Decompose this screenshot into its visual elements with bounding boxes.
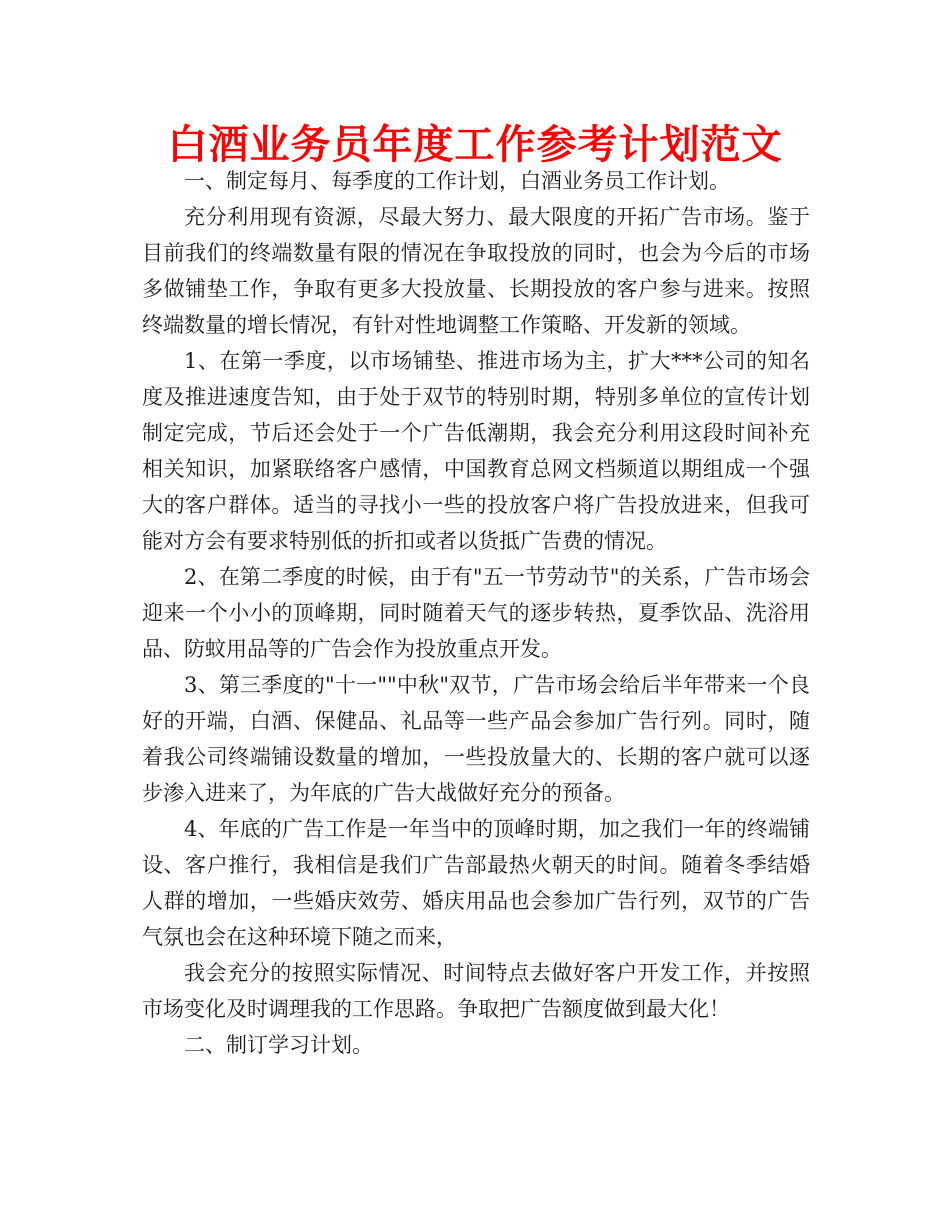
paragraph-section-one-heading: 一、制定每月、每季度的工作计划，白酒业务员工作计划。 — [184, 169, 730, 193]
paragraph-year-end: 4、年底的广告工作是一年当中的顶峰时期，加之我们一年的终端铺设、客户推行，我相信是我们广告部最热火朝天的时间。随着冬季结婚人群的增加，一些婚庆效劳、婚庆用品也会参加广告行列，双节的广告气氛也会在这种环境下随之而来， — [142, 817, 810, 949]
paragraph-second-quarter: 2、在第二季度的时候，由于有"五一节劳动节"的关系，广告市场会迎来一个小小的顶峰期，同时随着天气的逐步转热，夏季饮品、洗浴用品、防蚊用品等的广告会作为投放重点开发。 — [142, 565, 810, 661]
document-body — [142, 163, 810, 1063]
paragraph-third-quarter: 3、第三季度的"十一""中秋"双节，广告市场会给后半年带来一个良好的开端，白酒、保健品、礼品等一些产品会参加广告行列。同时，随着我公司终端铺设数量的增加，一些投放量大的、长期的客户就可以逐步渗入进来了，为年底的广告大战做好充分的预备。 — [142, 673, 810, 805]
document-title: 白酒业务员年度工作参考计划范文 — [167, 122, 783, 168]
paragraph-resources: 充分利用现有资源，尽最大努力、最大限度的开拓广告市场。鉴于目前我们的终端数量有限的情况在争取投放的同时，也会为今后的市场多做铺垫工作，争取有更多大投放量、长期投放的客户参与进来。按照终端数量的增长情况，有针对性地调整工作策略、开发新的领域。 — [142, 205, 810, 337]
paragraph-first-quarter: 1、在第一季度，以市场铺垫、推进市场为主，扩大***公司的知名度及推进速度告知，由于处于双节的特别时期，特别多单位的宣传计划制定完成，节后还会处于一个广告低潮期，我会充分利用这段时间补充相关知识，加紧联络客户感情，中国教育总网文档频道以期组成一个强大的客户群体。适当的寻找小一些的投放客户将广告投放进来，但我可能对方会有要求特别低的折扣或者以货抵广告费的情况。 — [142, 349, 810, 553]
paragraph-summary: 我会充分的按照实际情况、时间特点去做好客户开发工作，并按照市场变化及时调理我的工作思路。争取把广告额度做到最大化！ — [142, 961, 810, 1021]
paragraph-section-two-heading: 二、制订学习计划。 — [184, 1033, 373, 1057]
